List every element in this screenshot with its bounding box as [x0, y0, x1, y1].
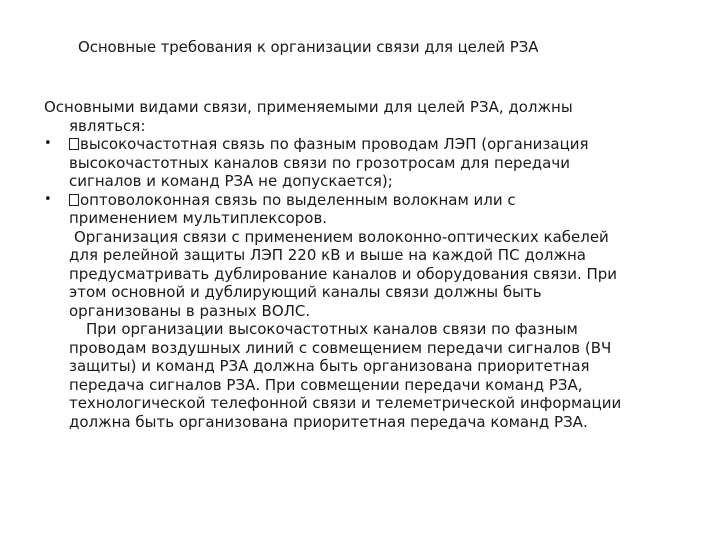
slide-title: Основные требования к организации связи для целей РЗА — [78, 38, 539, 56]
bullet-item-hf — [44, 135, 684, 191]
paragraph-line: этом основной и дублирующий каналы связи должны быть — [69, 283, 542, 301]
intro-line-2: являться: — [69, 116, 146, 135]
bullet-text: сигналов и команд РЗА не допускается); — [69, 172, 393, 190]
missing-glyph-box-icon — [69, 194, 79, 206]
paragraph-line: передача сигналов РЗА. При совмещении передачи команд РЗА, — [69, 375, 583, 394]
bullet-line — [44, 135, 684, 154]
paragraph-line: технологической телефонной связи и телеметрической информации — [69, 394, 622, 412]
bullet-dot-icon: • — [44, 136, 52, 151]
bullet-text: применением мультиплексоров. — [69, 209, 328, 227]
bullet-dot-icon: • — [44, 191, 52, 207]
paragraph-line: защиты) и команд РЗА должна быть организована приоритетная — [69, 357, 590, 375]
paragraph-line: для релейной защиты ЛЭП 220 кВ и выше на каждой ПС должна — [69, 246, 586, 264]
paragraph-line: При организации высокочастотных каналов связи по фазным — [86, 320, 578, 338]
paragraph-line: организованы в разных ВОЛС. — [69, 301, 311, 320]
bullet-text: оптоволоконная связь по выделенным волокнам или с — [80, 190, 516, 209]
bullet-text: высокочастотная связь по фазным проводам ЛЭП (организация — [80, 135, 589, 153]
paragraph-hf-channels — [44, 320, 684, 431]
bullet-text: высокочастотных каналов связи по грозотросам для передачи — [69, 153, 570, 172]
paragraph-line: предусматривать дублирование каналов и оборудования связи. При — [69, 264, 618, 283]
paragraph-line: должна быть организована приоритетная передача команд РЗА. — [69, 412, 588, 431]
bullet-line — [44, 191, 684, 210]
paragraph-line: Организация связи с применением волоконно-оптических кабелей — [74, 227, 609, 246]
slide-body — [44, 98, 684, 431]
missing-glyph-box-icon — [69, 138, 79, 150]
paragraph-fiber — [44, 228, 684, 321]
bullet-item-optical — [44, 191, 684, 228]
paragraph-line: проводам воздушных линий с совмещением передачи сигналов (ВЧ — [69, 338, 612, 357]
intro-line-1: Основными видами связи, применяемыми для целей РЗА, должны — [44, 98, 573, 116]
